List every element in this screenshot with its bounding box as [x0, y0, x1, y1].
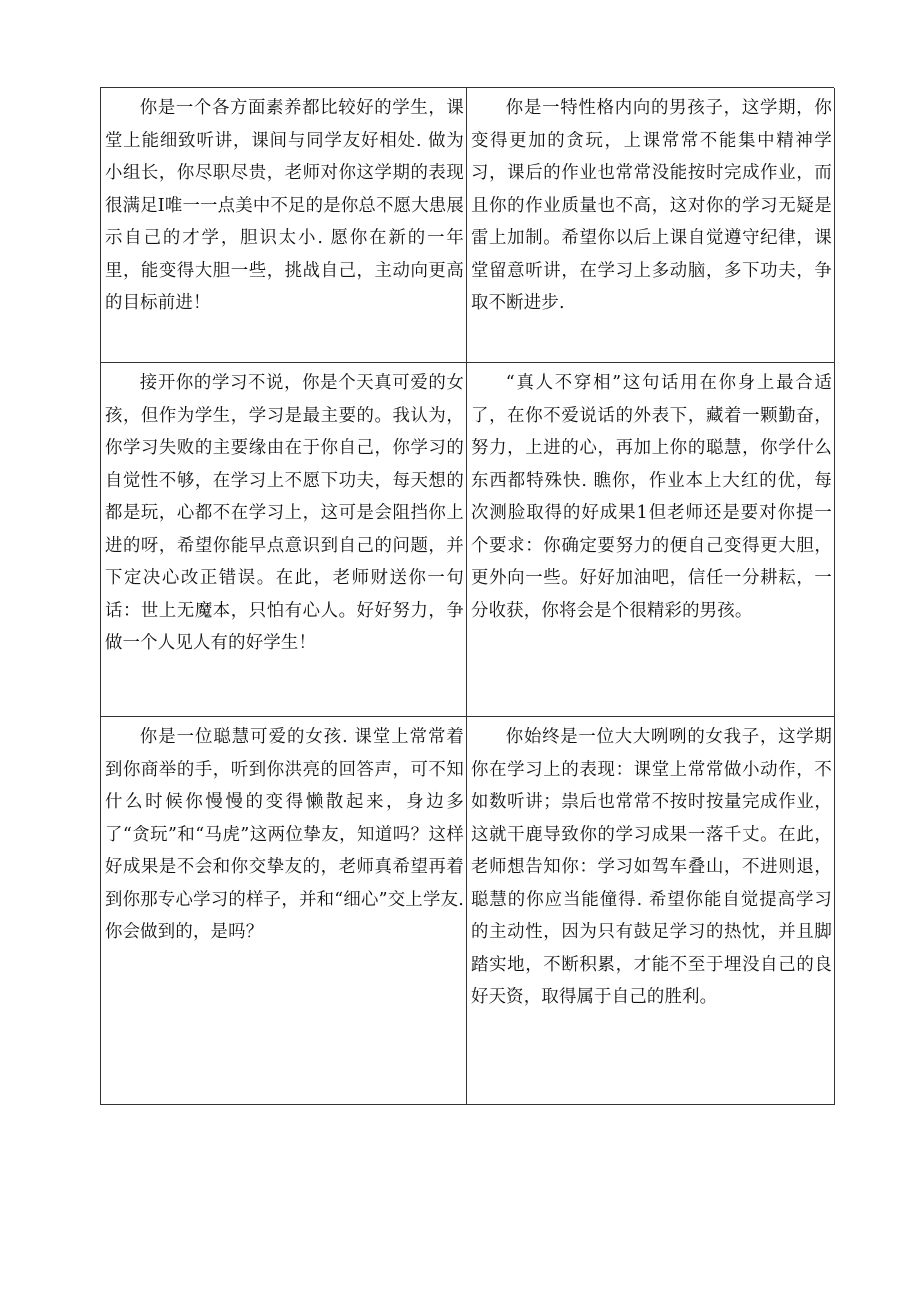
comment-text: 你是一位聪慧可爱的女孩. 课堂上常常着到你商举的手，听到你洪亮的回答声，可不知什么时候你慢慢的变得懒散起来，身边多了“贪玩”和“马虎”这两位挚友，知道吗？这样好成果是不会和你交挚友的，老师真希望再着到你那专心学习的样子，并和“细心”交上学友. 你会做到的，是吗？ — [105, 727, 464, 942]
comments-table — [100, 87, 834, 1105]
comment-text: “真人不穿相”这句话用在你身上最合适了，在你不爱说话的外表下，藏着一颗勤奋，努力，上进的心，再加上你的聪慧，你学什么东西都特殊快. 瞧你，作业本上大红的优，每次测脸取得的好成果1但老师还是要对你提一个要求：你确定要努力的便自己变得更大胆，更外向一些。好好加油吧，信任一分耕耘，一分收获，你将会是个很精彩的男孩。 — [471, 373, 832, 621]
comment-cell — [467, 717, 835, 1105]
comment-cell — [101, 363, 467, 717]
comment-text: 你始终是一位大大咧咧的女我子，这学期你在学习上的表现：课堂上常常做小动作，不如数听讲；祟后也常常不按时按量完成作业，这就干鹿导致你的学习成果一落千丈。在此，老师想告知你：学习如驾车叠山，不进则退，聪慧的你应当能僮得. 希望你能自觉提高学习的主动性，因为只有鼓足学习的热忱，并且脚踏实地，不断积累，才能不至于埋没自己的良好天资，取得属于自己的胜利。 — [471, 727, 832, 1007]
comment-cell — [467, 88, 835, 363]
comment-cell — [467, 363, 835, 717]
comment-cell — [101, 88, 467, 363]
comment-text: 你是一个各方面素养都比较好的学生，课堂上能细致听讲，课间与同学友好相处. 做为小组长，你尽职尽贵，老师对你这学期的表现很满足I唯一一点美中不足的是你总不愿大患展示自己的才学，胆识太小. 愿你在新的一年里，能变得大胆一些，挑战自己，主动向更高的目标前进！ — [105, 98, 464, 313]
comment-text: 接开你的学习不说，你是个天真可爱的女孩，但作为学生，学习是最主要的。我认为，你学习失败的主要缘由在于你自己，你学习的自觉性不够，在学习上不愿下功夫，每天想的都是玩，心都不在学习上，这可是会阻挡你上进的呀，希望你能早点意识到自己的问题，并下定决心改正错误。在此，老师财送你一句话：世上无魔本，只怕有心人。好好努力，争做一个人见人有的好学生！ — [105, 373, 464, 653]
comment-cell — [101, 717, 467, 1105]
comment-text: 你是一特性格内向的男孩子，这学期，你变得更加的贪玩，上课常常不能集中精神学习，课后的作业也常常没能按时完成作业，而且你的作业质量也不高，这对你的学习无疑是雷上加制。希望你以后上课自觉遵守纪律，课堂留意听讲，在学习上多动脑，多下功夫，争取不断进步. — [471, 98, 832, 313]
